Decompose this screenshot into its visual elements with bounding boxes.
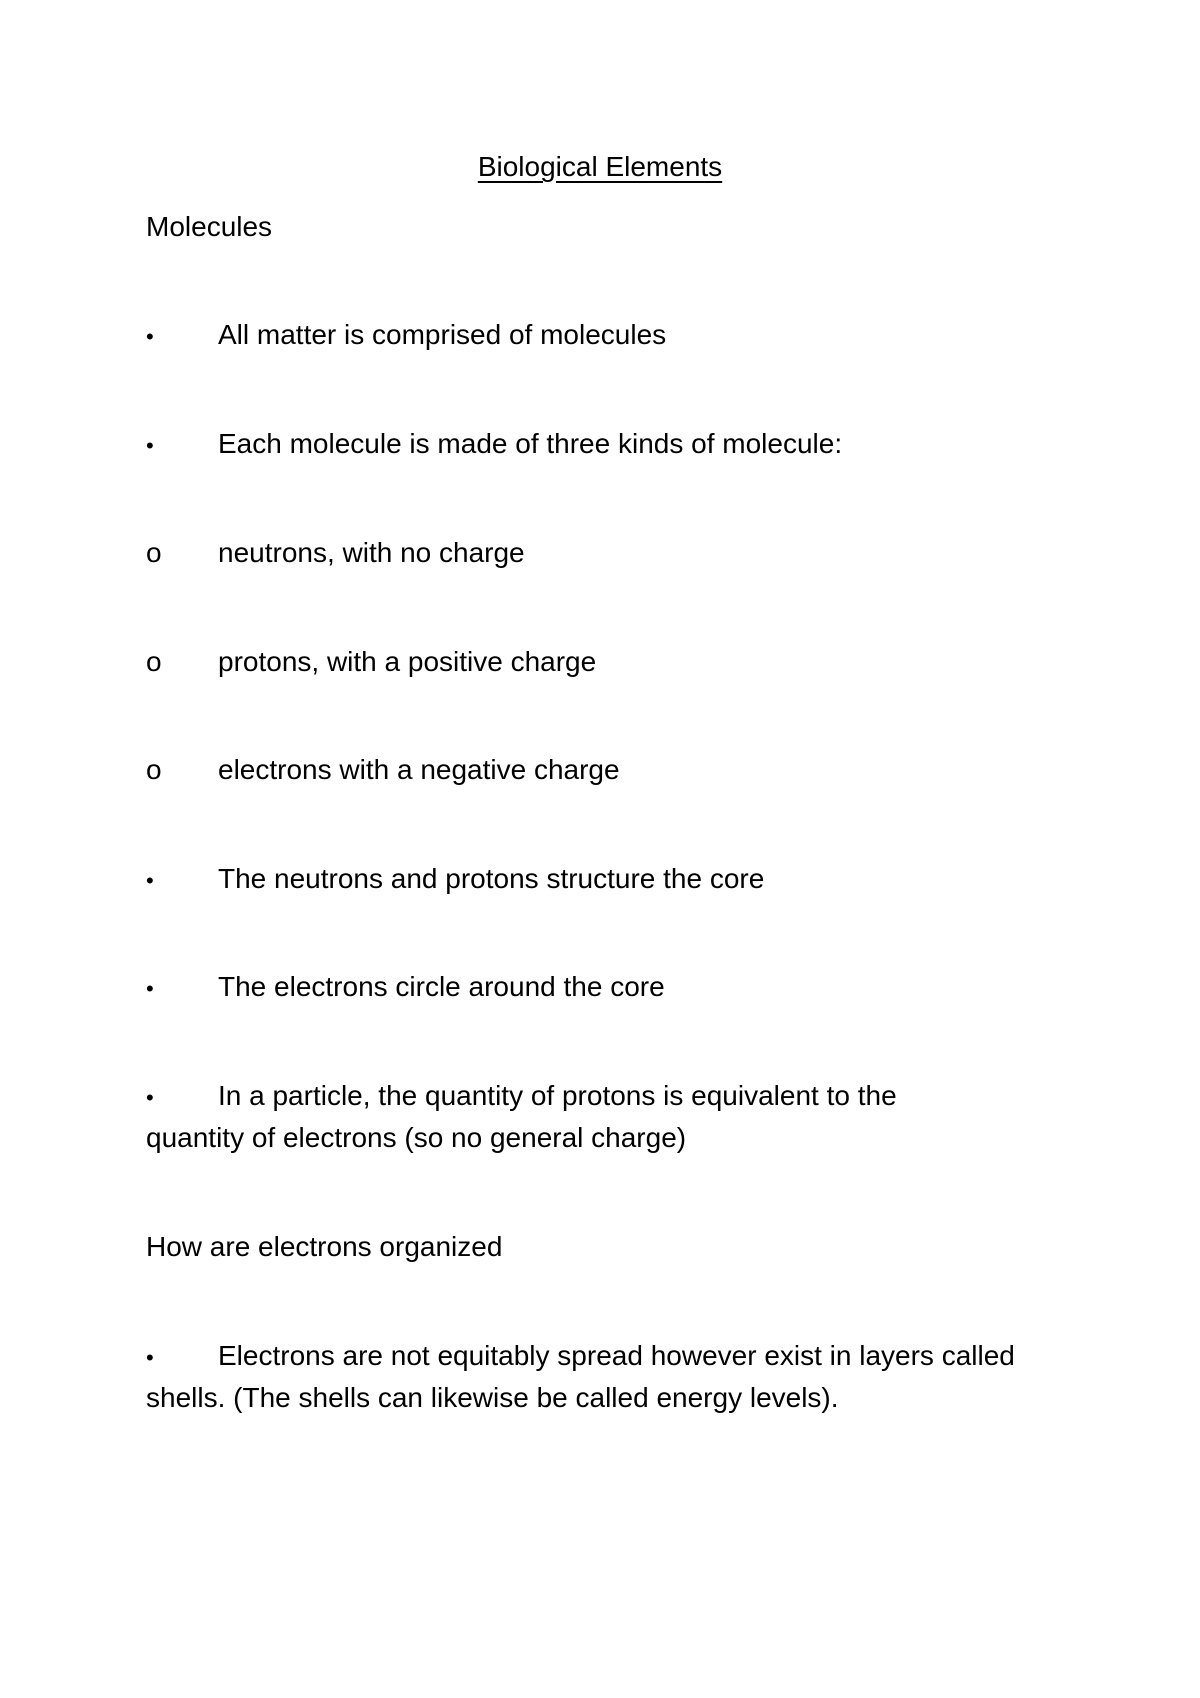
- list-item: The neutrons and protons structure the core: [218, 863, 765, 894]
- bullet-marker: •: [146, 433, 154, 458]
- sub-bullet-marker: o: [146, 754, 162, 785]
- bullet-marker: •: [146, 1345, 154, 1370]
- section-heading-molecules: Molecules: [146, 211, 273, 242]
- list-item: Each molecule is made of three kinds of molecule:: [218, 428, 843, 459]
- list-item-continuation: quantity of electrons (so no general charge): [146, 1122, 687, 1153]
- bullet-marker: •: [146, 976, 154, 1001]
- list-item: Electrons are not equitably spread however exist in layers called: [218, 1340, 1015, 1371]
- bullet-marker: •: [146, 324, 154, 349]
- sub-bullet-marker: o: [146, 646, 162, 677]
- sub-list-item: neutrons, with no charge: [218, 537, 525, 568]
- bullet-marker: •: [146, 868, 154, 893]
- sub-bullet-marker: o: [146, 537, 162, 568]
- sub-list-item: protons, with a positive charge: [218, 646, 597, 677]
- bullet-marker: •: [146, 1085, 154, 1110]
- list-item: All matter is comprised of molecules: [218, 319, 667, 350]
- sub-list-item: electrons with a negative charge: [218, 754, 620, 785]
- page-title: Biological Elements: [477, 151, 723, 182]
- list-item-continuation: shells. (The shells can likewise be called energy levels).: [146, 1382, 839, 1413]
- list-item: In a particle, the quantity of protons is equivalent to the: [218, 1080, 897, 1111]
- list-item: The electrons circle around the core: [218, 971, 665, 1002]
- section-heading-electrons: How are electrons organized: [146, 1231, 503, 1262]
